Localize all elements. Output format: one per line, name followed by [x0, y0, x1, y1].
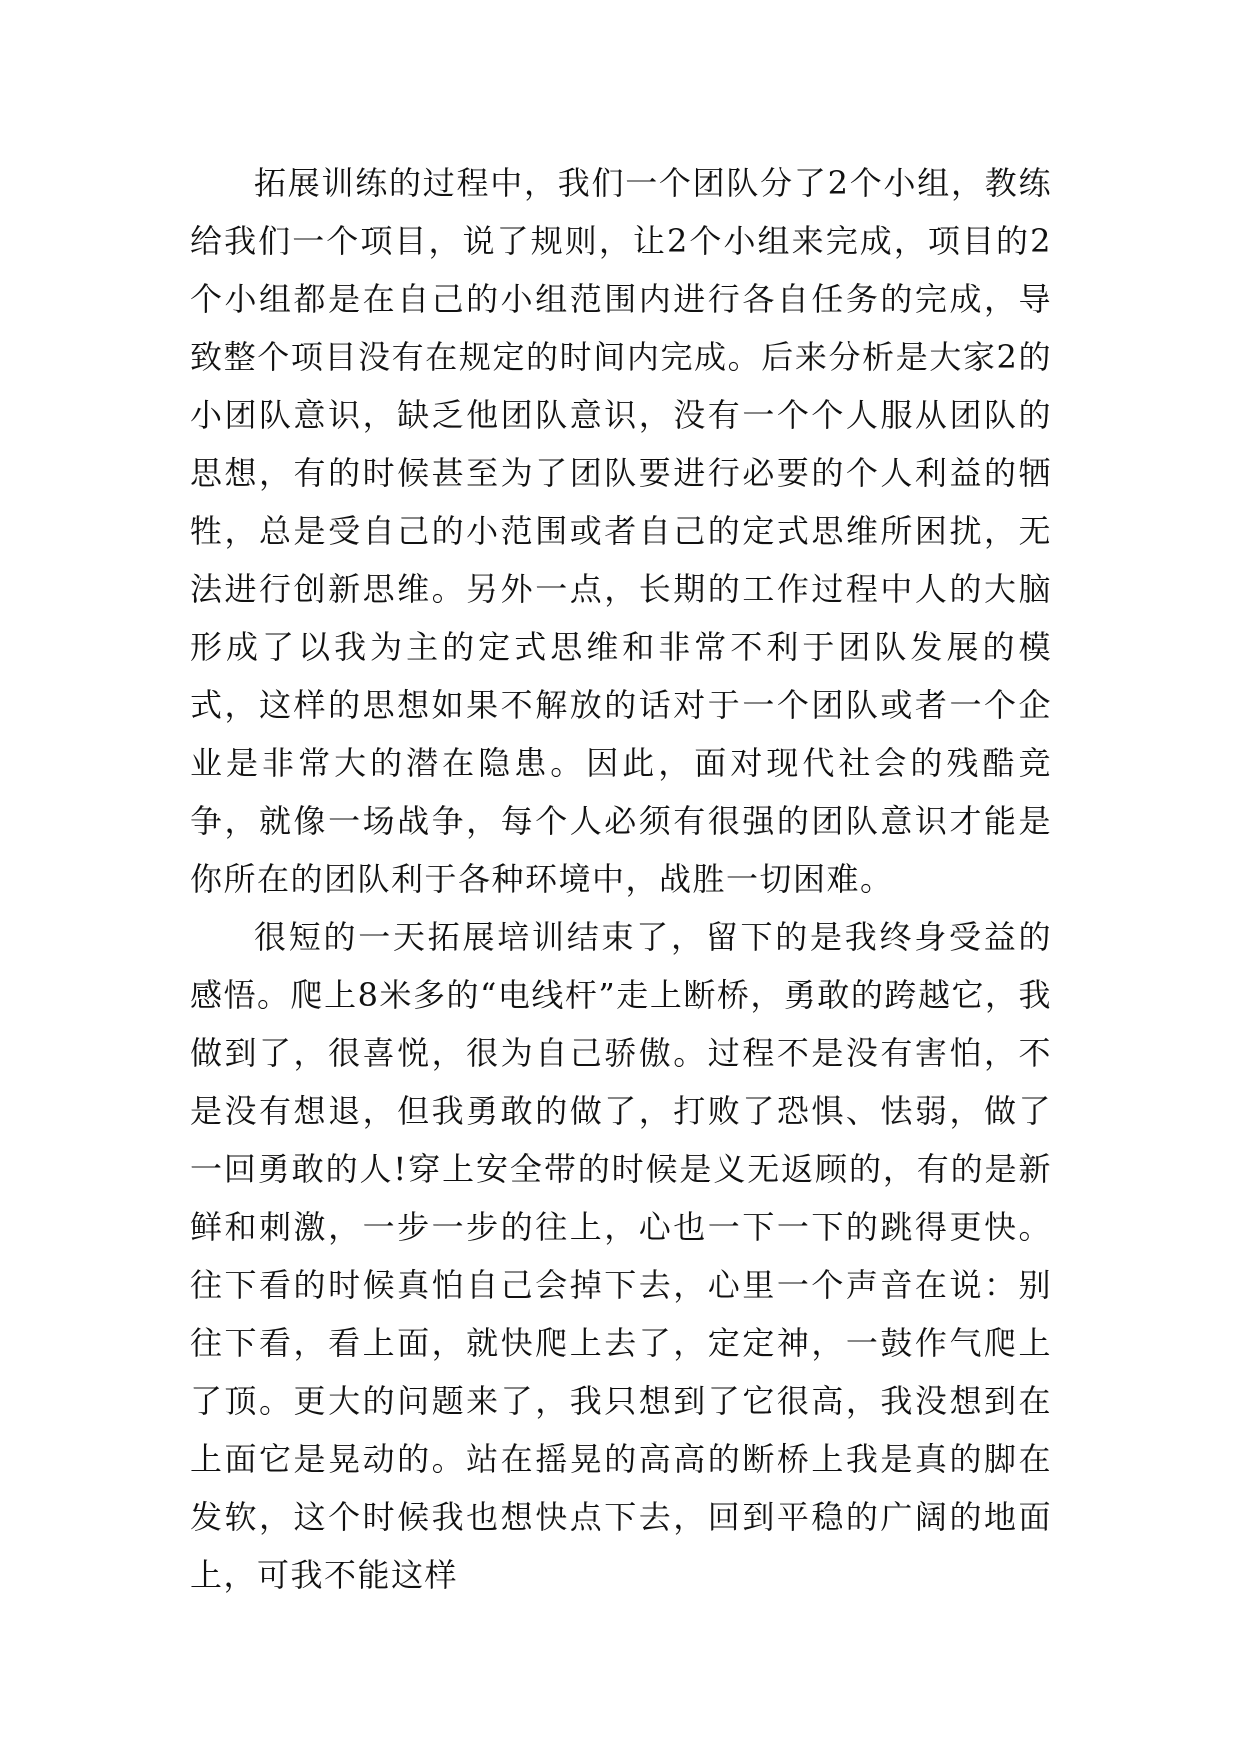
document-body [190, 154, 1052, 1604]
paragraph-2: 很短的一天拓展培训结束了，留下的是我终身受益的感悟。爬上8米多的“电线杆”走上断桥，勇敢的跨越它，我做到了，很喜悦，很为自己骄傲。过程不是没有害怕，不是没有想退，但我勇敢的做了，打败了恐惧、怯弱，做了一回勇敢的人!穿上安全带的时候是义无返顾的，有的是新鲜和刺激，一步一步的往上，心也一下一下的跳得更快。往下看的时候真怕自己会掉下去，心里一个声音在说：别往下看，看上面，就快爬上去了，定定神，一鼓作气爬上了顶。更大的问题来了，我只想到了它很高，我没想到在上面它是晃动的。站在摇晃的高高的断桥上我是真的脚在发软，这个时候我也想快点下去，回到平稳的广阔的地面上，可我不能这样 [190, 918, 1052, 1594]
paragraph-1: 拓展训练的过程中，我们一个团队分了2个小组，教练给我们一个项目，说了规则，让2个小组来完成，项目的2个小组都是在自己的小组范围内进行各自任务的完成，导致整个项目没有在规定的时间内完成。后来分析是大家2的小团队意识，缺乏他团队意识，没有一个个人服从团队的思想，有的时候甚至为了团队要进行必要的个人利益的牺牲，总是受自己的小范围或者自己的定式思维所困扰，无法进行创新思维。另外一点，长期的工作过程中人的大脑形成了以我为主的定式思维和非常不利于团队发展的模式，这样的思想如果不解放的话对于一个团队或者一个企业是非常大的潜在隐患。因此，面对现代社会的残酷竞争，就像一场战争，每个人必须有很强的团队意识才能是你所在的团队利于各种环境中，战胜一切困难。 [190, 164, 1052, 898]
